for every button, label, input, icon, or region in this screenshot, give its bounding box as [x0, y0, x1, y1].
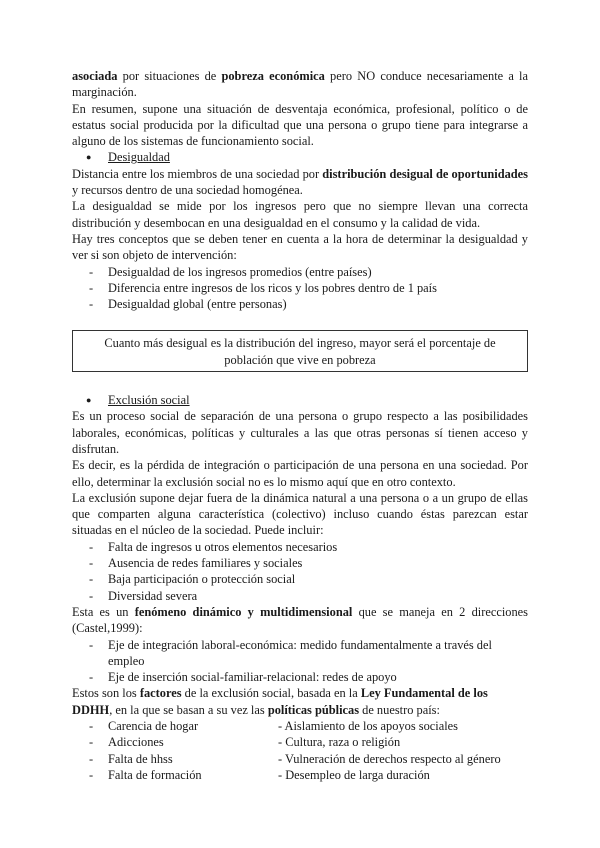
factores-text-4: de nuestro país:: [359, 702, 440, 717]
fenomeno-pre: Esta es un: [72, 604, 135, 619]
list-item-text: Desigualdad de los ingresos promedios (entre países): [108, 264, 372, 279]
direcciones-list: [72, 637, 528, 686]
intro-bold-asociada: asociada: [72, 69, 118, 83]
fenomeno-paragraph: [72, 604, 528, 637]
exclusion-heading: [72, 392, 528, 408]
factores-paragraph: [72, 685, 528, 718]
list-item-text: Eje de inserción social-familiar-relacional: redes de apoyo: [108, 670, 397, 685]
factores-bold-3: políticas públicas: [267, 702, 360, 717]
desigualdad-paragraph-3: Hay tres conceptos que se deben tener en cuenta a la hora de determinar la desigualdad y ver si son objeto de intervención:: [72, 231, 528, 263]
list-item: [72, 734, 278, 750]
desigualdad-def-bold: distribución desigual de oportunidades: [322, 166, 528, 181]
intro-text-2: pero NO conduce necesariamente a la marginación.: [72, 69, 528, 100]
list-item: [72, 264, 528, 280]
list-item: [72, 767, 278, 783]
list-item-text: Falta de ingresos u otros elementos necesarios: [108, 539, 338, 554]
desigualdad-def-pre: Distancia entre los miembros de una sociedad por: [72, 166, 323, 181]
list-item: - Vulneración de derechos respecto al género: [278, 751, 501, 766]
document-page: [72, 68, 528, 783]
list-item-text: Falta de hhss: [108, 751, 173, 766]
factores-bold-1: factores: [139, 686, 182, 701]
list-item-text: Falta de formación: [108, 767, 202, 782]
resumen-paragraph: En resumen, supone una situación de desventaja económica, profesional, político o de estatus social producida por la dificultad que una persona o grupo tiene para integrarse a alguno de los sistemas de funcionamiento social.: [72, 101, 528, 149]
intro-bold-pobreza: pobreza económica: [221, 69, 325, 83]
dash-marker: -: [89, 588, 94, 603]
list-item: - Aislamiento de los apoyos sociales: [278, 718, 458, 733]
dash-marker: -: [89, 572, 94, 587]
bullet-icon: ●: [86, 152, 92, 163]
list-item: [72, 669, 528, 685]
list-item-text: Carencia de hogar: [108, 718, 199, 733]
list-item-text: Diferencia entre ingresos de los ricos y los pobres dentro de 1 país: [108, 280, 437, 295]
fenomeno-post: que se maneja en 2 direcciones (Castel,1999):: [72, 604, 528, 636]
list-item: [72, 588, 528, 604]
factores-text-3: , en la que se basan a su vez las: [109, 702, 268, 717]
exclusion-paragraph-3: La exclusión supone dejar fuera de la dinámica natural a una persona o a un grupo de ellas que comparten alguna característica (colectivo) incluso cuando éstas parezcan estar situadas en el núcleo de la sociedad. Puede incluir:: [72, 490, 528, 538]
dash-marker: -: [89, 297, 94, 312]
fenomeno-bold: fenómeno dinámico y multidimensional: [134, 604, 353, 619]
bullet-icon: ●: [86, 395, 92, 406]
dash-marker: -: [89, 264, 94, 279]
desigualdad-definition: [72, 166, 528, 199]
list-item: [72, 637, 528, 670]
dash-marker: -: [89, 280, 94, 295]
list-item: [72, 280, 528, 296]
factores-bold-2: Ley Fundamental de los DDHH: [72, 686, 488, 717]
dash-marker: -: [89, 637, 94, 652]
list-item-text: Desigualdad global (entre personas): [108, 297, 287, 312]
desigualdad-heading-text: Desigualdad: [108, 150, 170, 165]
list-item-text: Adicciones: [108, 735, 164, 750]
list-item-text: Eje de integración laboral-económica: medido fundamentalmente a través del empleo: [108, 637, 492, 668]
list-item: - Cultura, raza o religión: [278, 735, 401, 750]
dash-marker: -: [89, 735, 94, 750]
list-item: [72, 296, 528, 312]
factores-text-1: Estos son los: [72, 686, 140, 701]
dash-marker: -: [89, 767, 94, 782]
list-item-text: Ausencia de redes familiares y sociales: [108, 556, 303, 571]
factores-columns: [72, 718, 528, 783]
list-item: - Desempleo de larga duración: [278, 767, 430, 782]
desigualdad-list: [72, 264, 528, 313]
exclusion-list: [72, 539, 528, 604]
list-item: [72, 571, 528, 587]
exclusion-paragraph-1: Es un proceso social de separación de una persona o grupo respecto a las posibilidades laborales, económicas, políticas y culturales a las que otras personas sí tienen acceso y disfrutan.: [72, 409, 528, 456]
desigualdad-heading: [72, 149, 528, 165]
intro-text-1: por situaciones de: [117, 69, 222, 83]
highlight-box: Cuanto más desigual es la distribución del ingreso, mayor será el porcentaje de población que vive en pobreza: [72, 330, 528, 372]
dash-marker: -: [89, 670, 94, 685]
list-item: [72, 718, 278, 734]
dash-marker: -: [89, 556, 94, 571]
intro-paragraph: [72, 68, 528, 101]
dash-marker: -: [89, 539, 94, 554]
dash-marker: -: [89, 751, 94, 766]
list-item: [72, 555, 528, 571]
list-item: [72, 539, 528, 555]
list-item-text: Baja participación o protección social: [108, 572, 296, 587]
desigualdad-paragraph-2: La desigualdad se mide por los ingresos pero que no siempre llevan una correcta distribución y desembocan en una desigualdad en el consumo y la calidad de vida.: [72, 199, 528, 230]
desigualdad-def-post: y recursos dentro de una sociedad homogénea.: [72, 183, 303, 198]
factores-text-2: de la exclusión social, basada en la: [181, 686, 361, 701]
factores-left-list: [72, 718, 278, 783]
factores-right-list: [278, 718, 528, 783]
exclusion-paragraph-2: Es decir, es la pérdida de integración o participación de una persona en una sociedad. Por ello, determinar la exclusión social no es lo mismo aquí que en otro contexto.: [72, 458, 528, 489]
exclusion-heading-text: Exclusión social: [108, 393, 190, 408]
dash-marker: -: [89, 718, 94, 733]
list-item-text: Diversidad severa: [108, 588, 198, 603]
list-item: [72, 751, 278, 767]
